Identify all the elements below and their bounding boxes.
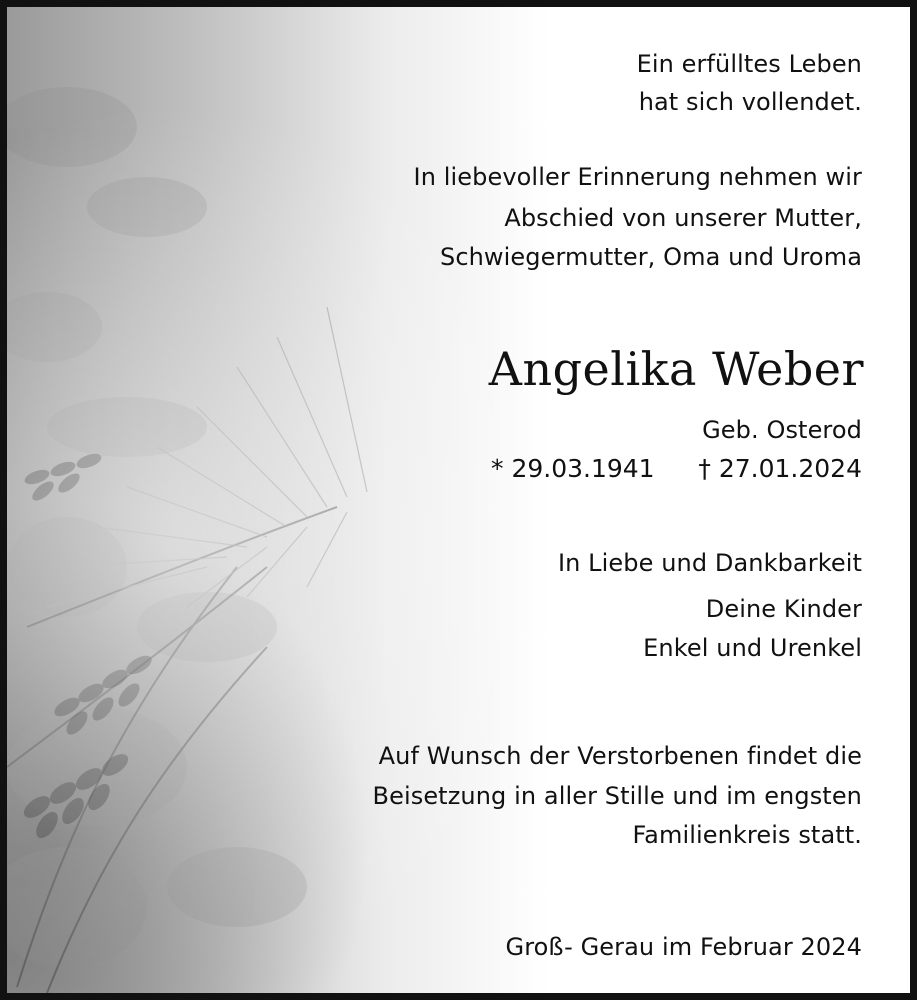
funeral-note-line-1: Auf Wunsch der Verstorbenen findet die <box>378 742 862 770</box>
intro-line-2: Abschied von unserer Mutter, <box>504 204 862 232</box>
intro-line-3: Schwiegermutter, Oma und Uroma <box>439 243 862 271</box>
funeral-note-line-3: Familienkreis statt. <box>632 821 862 849</box>
mourners-line-1: Deine Kinder <box>705 595 862 623</box>
motto-line-1: Ein erfülltes Leben <box>636 50 862 78</box>
gratitude-line: In Liebe und Dankbarkeit <box>557 549 862 577</box>
motto-line-2: hat sich vollendet. <box>638 88 862 116</box>
funeral-note-line-2: Beisetzung in aller Stille und im engsten <box>372 782 862 810</box>
death-date: † 27.01.2024 <box>698 454 862 483</box>
intro-line-1: In liebevoller Erinnerung nehmen wir <box>413 163 862 191</box>
place-and-date: Groß- Gerau im Februar 2024 <box>505 933 862 961</box>
birth-date: * 29.03.1941 <box>491 454 655 483</box>
mourners-line-2: Enkel und Urenkel <box>643 634 862 662</box>
maiden-name: Geb. Osterod <box>702 416 862 444</box>
deceased-name: Angelika Weber <box>488 342 864 396</box>
